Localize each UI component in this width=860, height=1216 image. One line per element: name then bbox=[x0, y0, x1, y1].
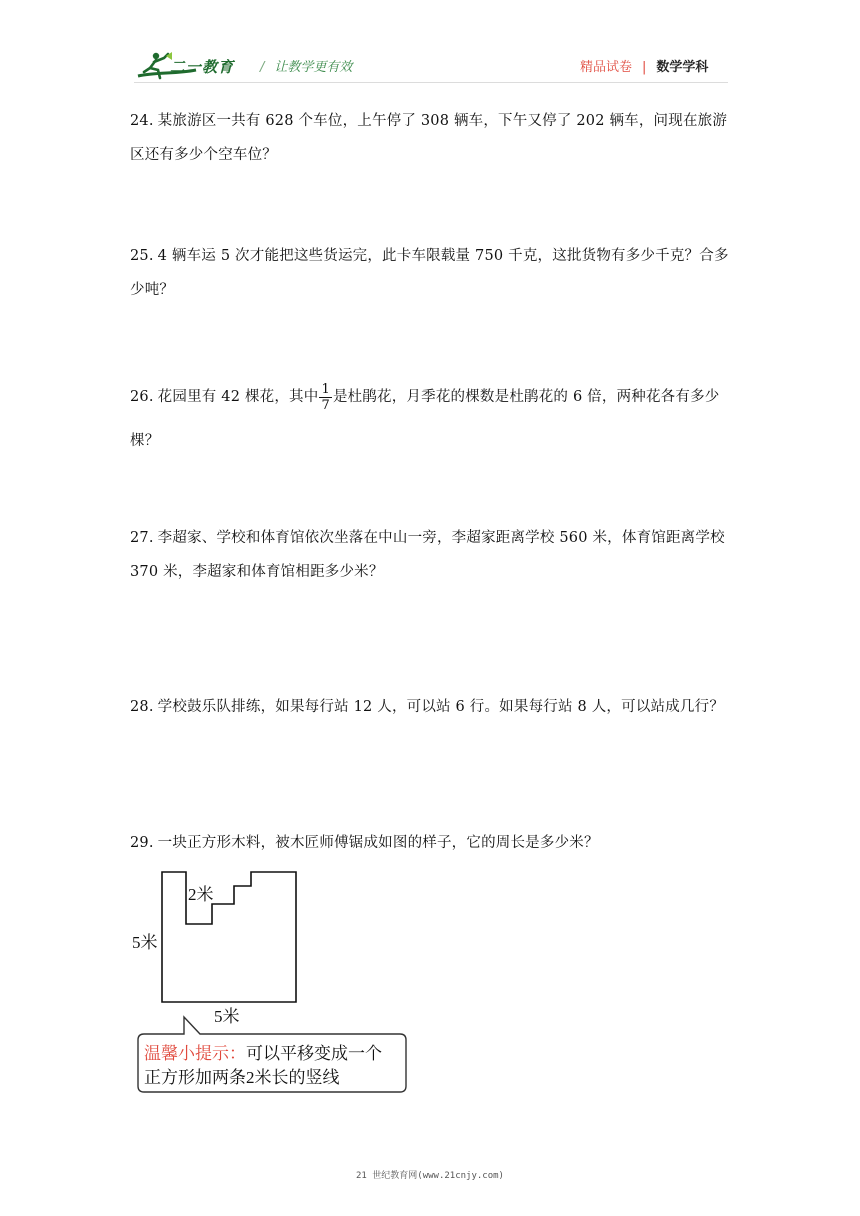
fraction bbox=[319, 382, 331, 413]
header-divider bbox=[134, 82, 728, 83]
question-text: 李超家、学校和体育馆依次坐落在中山一旁，李超家距离学校 560 米，体育馆距离学校 370 米，李超家和体育馆相距多少米？ bbox=[130, 530, 725, 580]
fraction-denominator: 7 bbox=[321, 397, 330, 413]
staircase-figure bbox=[130, 862, 420, 1102]
question-number: 28. bbox=[130, 699, 154, 715]
question-26 bbox=[130, 375, 740, 463]
question-number: 25. bbox=[130, 248, 154, 264]
question-number: 29. bbox=[130, 835, 154, 851]
question-number: 26. bbox=[130, 389, 154, 405]
brand-name: 二一教育 bbox=[170, 58, 235, 76]
question-text: 学校鼓乐队排练，如果每行站 12 人，可以站 6 行。如果每行站 8 人，可以站成几行？ bbox=[157, 699, 725, 715]
fraction-numerator: 1 bbox=[321, 381, 330, 397]
hint-text-1: 可以平移变成一个 bbox=[246, 1044, 382, 1063]
question-text: 一块正方形木料，被木匠师傅锯成如图的样子，它的周长是多少米？ bbox=[157, 835, 599, 851]
header-right: 精品试卷 | 数学学科 bbox=[580, 60, 709, 75]
hint-text-2: 正方形加两条2米长的竖线 bbox=[144, 1068, 340, 1087]
question-27 bbox=[130, 521, 740, 589]
question-number: 27. bbox=[130, 530, 154, 546]
page-header bbox=[0, 0, 860, 96]
height-label: 5米 bbox=[132, 933, 158, 952]
question-text: 4 辆车运 5 次才能把这些货运完，此卡车限载量 750 千克，这批货物有多少千克？合多少吨？ bbox=[130, 248, 729, 298]
slogan-text: 让教学更有效 bbox=[274, 60, 353, 75]
question-25 bbox=[130, 239, 740, 307]
step-label: 2米 bbox=[188, 885, 214, 904]
staircase-outline bbox=[162, 872, 296, 1002]
question-28 bbox=[130, 690, 740, 724]
slogan: / 让教学更有效 bbox=[260, 60, 353, 75]
question-text-after: 是杜鹃花，月季花的棵数是杜鹃花的 6 倍，两种花各有多少棵？ bbox=[130, 389, 720, 449]
question-29 bbox=[130, 826, 740, 860]
hint-title: 温馨小提示： bbox=[144, 1044, 246, 1063]
header-subject: 数学学科 bbox=[656, 60, 709, 75]
width-label: 5米 bbox=[214, 1007, 240, 1026]
question-number: 24. bbox=[130, 113, 154, 129]
header-tag: 精品试卷 bbox=[580, 60, 633, 75]
hint-line-1 bbox=[144, 1043, 382, 1063]
page-footer: 21 世纪教育网(www.21cnjy.com) bbox=[356, 1171, 504, 1181]
question-text: 某旅游区一共有 628 个车位，上午停了 308 辆车，下午又停了 202 辆车，问现在旅游区还有多少个空车位？ bbox=[130, 113, 728, 163]
question-text-before: 花园里有 42 棵花，其中 bbox=[157, 389, 319, 405]
question-24 bbox=[130, 104, 740, 172]
